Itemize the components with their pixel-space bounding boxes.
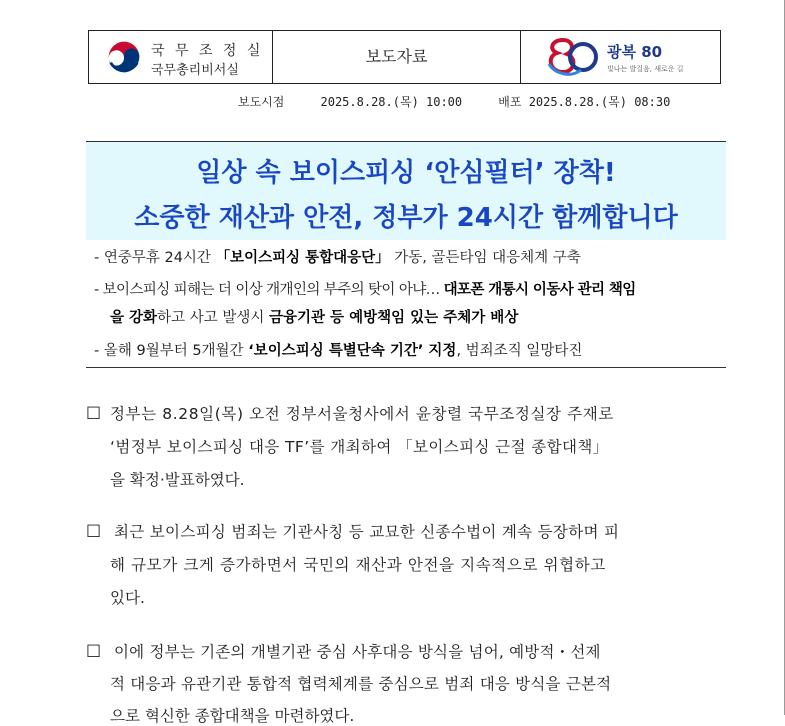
header-box — [88, 30, 721, 84]
paragraph-line: 최근 보이스피싱 범죄는 기관사칭 등 교묘한 신종수법이 계속 등장하며 피 — [114, 523, 620, 541]
logo-title: 광복 80 — [607, 43, 663, 61]
headline-line2: 소중한 재산과 안전, 정부가 24시간 함께합니다 — [134, 203, 678, 233]
logo-slogan: 빛나는 발걸음, 새로운 길 — [607, 65, 684, 73]
paragraph-line: 이에 정부는 기존의 개별기관 중심 사후대응 방식을 넘어, 예방적・선제 — [114, 643, 601, 661]
checkbox-square-icon: □ — [86, 402, 102, 421]
distribution-label: 배포 — [498, 95, 522, 109]
summary-bullet: - 보이스피싱 피해는 더 이상 개개인의 부주의 탓이 아냐… 대포폰 개통시 이동사 관리 책임 — [94, 282, 636, 298]
headline-line1: 일상 속 보이스피싱 ‘안심필터’ 장착! — [196, 158, 616, 188]
embargo-label: 보도시점 — [238, 95, 285, 109]
summary-bullet-continuation: 을 강화하고 사고 발생시 금융기관 등 예방책임 있는 주체가 배상 — [110, 310, 519, 326]
paragraph-line: ‘범정부 보이스피싱 대응 TF’를 개최하여 「보이스피싱 근절 종합대책」 — [110, 438, 609, 456]
taegeuk-emblem-icon — [105, 38, 143, 76]
checkbox-square-icon: □ — [86, 640, 102, 659]
embargo-value: 2025.8.28.(목) 10:00 — [320, 95, 463, 109]
summary-bullet: - 연중무휴 24시간 「보이스피싱 통합대응단」 가동, 골든타임 대응체계 구축 — [94, 250, 581, 266]
liberation-80-logo-icon — [541, 34, 601, 80]
paragraph-line: 을 확정·발표하였다. — [110, 471, 245, 489]
summary-bullets — [86, 240, 726, 368]
paragraph-line: 정부는 8.28일(목) 오전 정부서울청사에서 윤창렬 국무조정실장 주재로 — [110, 405, 614, 423]
gov-name-line1: 국 무 조 정 실 — [151, 43, 264, 59]
paragraph-line: 있다. — [110, 589, 145, 607]
body-paragraph — [86, 402, 726, 492]
paragraph-line: 으로 혁신한 종합대책을 마련하였다. — [110, 707, 355, 725]
body-paragraph — [86, 520, 726, 610]
press-release-label: 보도자료 — [365, 47, 428, 66]
headline-block — [86, 141, 726, 240]
header-divider — [520, 31, 521, 83]
distribution-value: 2025.8.28.(목) 08:30 — [528, 95, 671, 109]
paragraph-line: 적 대응과 유관기관 통합적 협력체계를 중심으로 범죄 대응 방식을 근본적 — [110, 675, 612, 693]
release-time-line — [238, 93, 670, 110]
checkbox-square-icon: □ — [86, 520, 102, 539]
gov-name-line2: 국무총리비서실 — [151, 63, 239, 78]
summary-bullet: - 올해 9월부터 5개월간 ‘보이스피싱 특별단속 기간’ 지정, 범죄조직 일망타진 — [94, 343, 583, 359]
paragraph-line: 해 규모가 크게 증가하면서 국민의 재산과 안전을 지속적으로 위협하고 — [110, 556, 606, 574]
body-paragraph — [86, 640, 726, 725]
